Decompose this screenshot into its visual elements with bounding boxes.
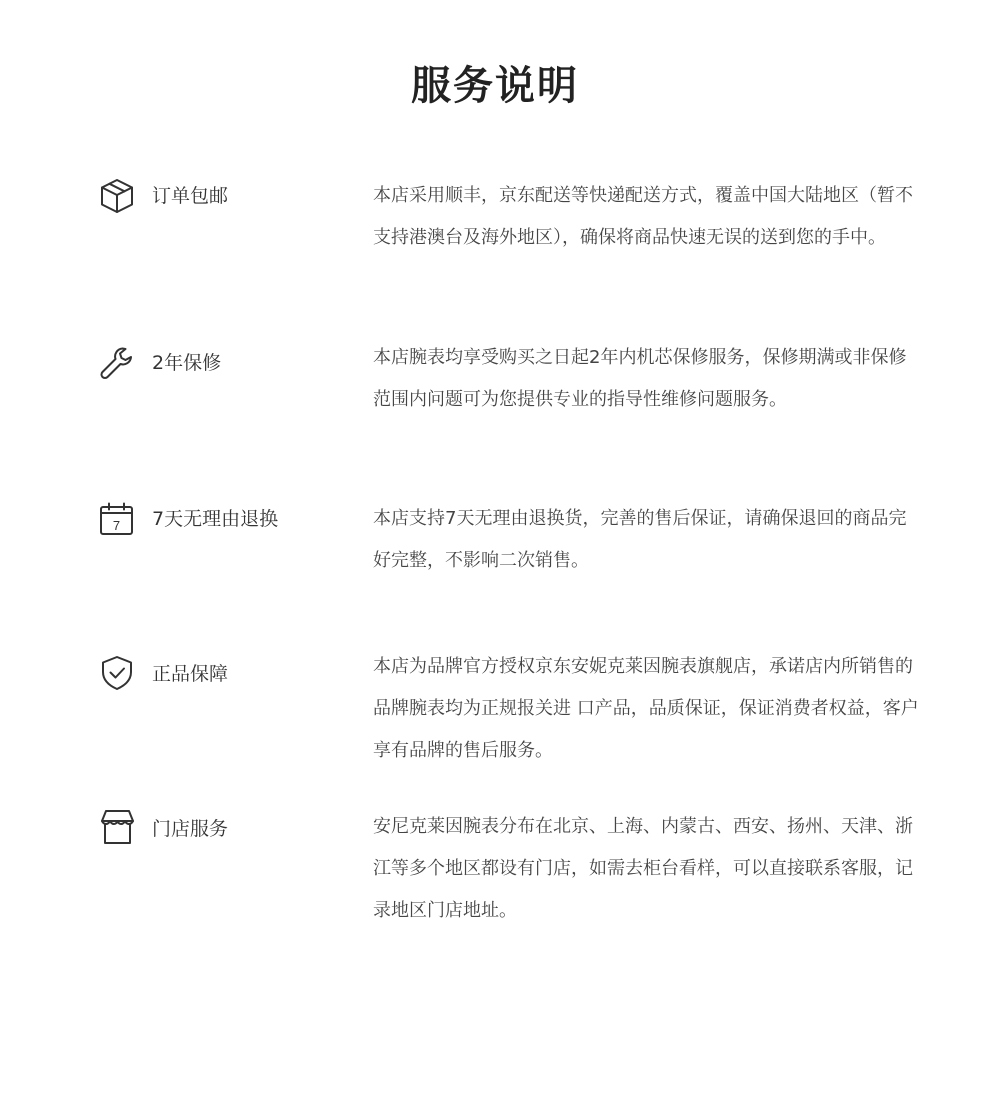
service-description: 安尼克莱因腕表分布在北京、上海、内蒙古、西安、扬州、天津、浙江等多个地区都设有门店，如需去柜台看样，可以直接联系客服，记录地区门店地址。 <box>373 816 913 921</box>
package-box-icon <box>98 177 136 215</box>
service-name: 正品保障 <box>152 663 229 685</box>
calendar-day-number: 7 <box>112 518 121 533</box>
calendar-icon <box>98 500 136 538</box>
service-name: 门店服务 <box>152 818 229 840</box>
service-name: 7天无理由退换 <box>152 508 279 530</box>
service-description: 本店支持7天无理由退换货，完善的售后保证，请确保退回的商品完好完整，不影响二次销售。 <box>373 508 907 571</box>
wrench-icon <box>98 344 136 382</box>
service-description: 本店腕表均享受购买之日起2年内机芯保修服务，保修期满或非保修范围内问题可为您提供专业的指导性维修问题服务。 <box>373 347 907 410</box>
storefront-icon <box>98 808 136 846</box>
service-name: 2年保修 <box>152 352 222 374</box>
shield-check-icon <box>98 654 136 692</box>
service-name: 订单包邮 <box>152 185 229 207</box>
service-description: 本店为品牌官方授权京东安妮克莱因腕表旗舰店，承诺店内所销售的品牌腕表均为正规报关进 口产品，品质保证，保证消费者权益，客户享有品牌的售后服务。 <box>373 656 919 761</box>
service-description: 本店采用顺丰，京东配送等快递配送方式，覆盖中国大陆地区（暂不支持港澳台及海外地区），确保将商品快速无误的送到您的手中。 <box>373 185 913 248</box>
page-title: 服务说明 <box>411 63 579 109</box>
